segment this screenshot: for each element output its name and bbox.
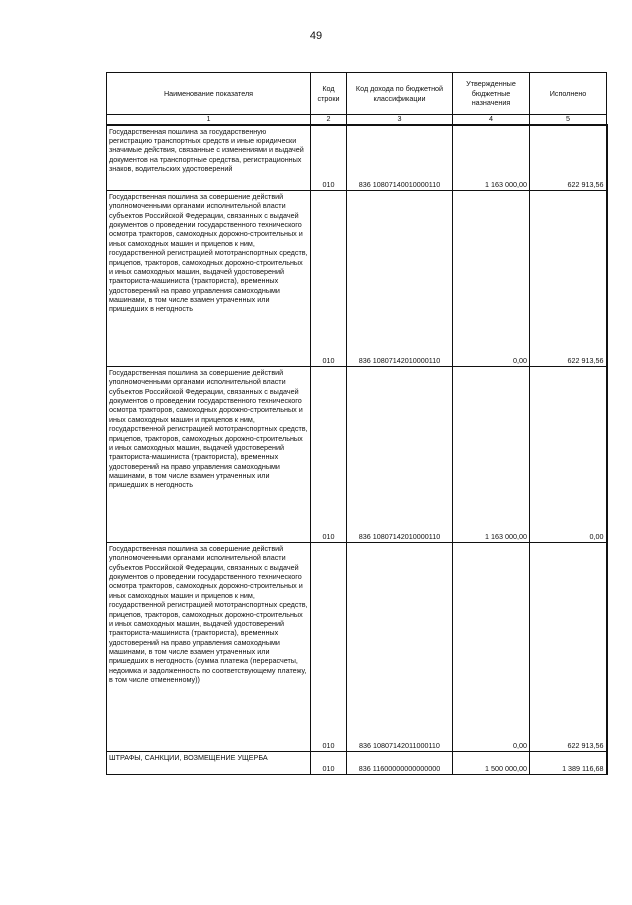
row-name: Государственная пошлина за совершение действий уполномоченными органами исполнительной власти субъектов Российской Федерации, связанных с выдачей документов о проведении государственного технического осмотра тракторов, самоходных дорожно-строительных и иных самоходных машин и прицепов к ним, государственной регистрацией мототранспортных средств, прицепов, тракторов, самоходных дорожно-строительных и иных самоходных машин, выдачей удостоверений тракториста-машиниста (тракториста), временных удостоверений на право управления самоходными машинами, в том числе взамен утраченных или пришедших в негодность <box>107 191 311 367</box>
table-row <box>107 125 607 191</box>
table-row <box>107 752 607 775</box>
row-name: ШТРАФЫ, САНКЦИИ, ВОЗМЕЩЕНИЕ УЩЕРБА <box>107 752 311 775</box>
row-executed: 0,00 <box>530 367 607 543</box>
table-row <box>107 191 607 367</box>
column-number: 2 <box>311 115 347 125</box>
column-number: 5 <box>530 115 607 125</box>
table-row <box>107 367 607 543</box>
column-number: 4 <box>453 115 530 125</box>
header-line-code: Код строки <box>311 73 347 115</box>
row-code: 010 <box>311 191 347 367</box>
column-number-row <box>107 115 607 125</box>
row-approved: 0,00 <box>453 543 530 752</box>
column-number: 1 <box>107 115 311 125</box>
header-approved: Утвержденные бюджетные назначения <box>453 73 530 115</box>
row-name: Государственная пошлина за совершение действий уполномоченными органами исполнительной власти субъектов Российской Федерации, связанных с выдачей документов о проведении государственного технического осмотра тракторов, самоходных дорожно-строительных и иных самоходных машин и прицепов к ним, государственной регистрацией мототранспортных средств, прицепов, тракторов, самоходных дорожно-строительных и иных самоходных машин, выдачей удостоверений тракториста-машиниста (тракториста), временных удостоверений на право управления самоходными машинами, в том числе взамен утраченных или пришедших в негодность <box>107 367 311 543</box>
row-budget-code: 836 10807142011000110 <box>347 543 453 752</box>
header-indicator-name: Наименование показателя <box>107 73 311 115</box>
row-budget-code: 836 10807142010000110 <box>347 191 453 367</box>
row-approved: 0,00 <box>453 191 530 367</box>
row-name: Государственная пошлина за государственную регистрацию транспортных средств и иные юридически значимые действия, связанные с изменениями и выдачей документов на транспортные средства, регистрационных знаков, водительских удостоверений <box>107 125 311 191</box>
header-executed: Исполнено <box>530 73 607 115</box>
row-approved: 1 163 000,00 <box>453 367 530 543</box>
row-executed: 622 913,56 <box>530 543 607 752</box>
row-budget-code: 836 11600000000000000 <box>347 752 453 775</box>
header-row <box>107 73 607 115</box>
row-code: 010 <box>311 543 347 752</box>
row-approved: 1 163 000,00 <box>453 125 530 191</box>
row-executed: 622 913,56 <box>530 191 607 367</box>
table-row <box>107 543 607 752</box>
row-executed: 622 913,56 <box>530 125 607 191</box>
row-budget-code: 836 10807140010000110 <box>347 125 453 191</box>
header-budget-code: Код дохода по бюджетной классификации <box>347 73 453 115</box>
row-code: 010 <box>311 367 347 543</box>
row-budget-code: 836 10807142010000110 <box>347 367 453 543</box>
row-code: 010 <box>311 752 347 775</box>
row-executed: 1 389 116,68 <box>530 752 607 775</box>
row-code: 010 <box>311 125 347 191</box>
row-approved: 1 500 000,00 <box>453 752 530 775</box>
column-number: 3 <box>347 115 453 125</box>
budget-income-table <box>106 72 608 775</box>
page-number: 49 <box>309 30 323 42</box>
row-name: Государственная пошлина за совершение действий уполномоченными органами исполнительной власти субъектов Российской Федерации, связанных с выдачей документов о проведении государственного технического осмотра тракторов, самоходных дорожно-строительных и иных самоходных машин и прицепов к ним, государственной регистрацией мототранспортных средств, прицепов, тракторов, самоходных дорожно-строительных и иных самоходных машин, выдачей удостоверений тракториста-машиниста (тракториста), временных удостоверений на право управления самоходными машинами, в том числе взамен утраченных или пришедших в негодность (сумма платежа (перерасчеты, недоимка и задолженность по соответствующему платежу, в том числе отмененному)) <box>107 543 311 752</box>
